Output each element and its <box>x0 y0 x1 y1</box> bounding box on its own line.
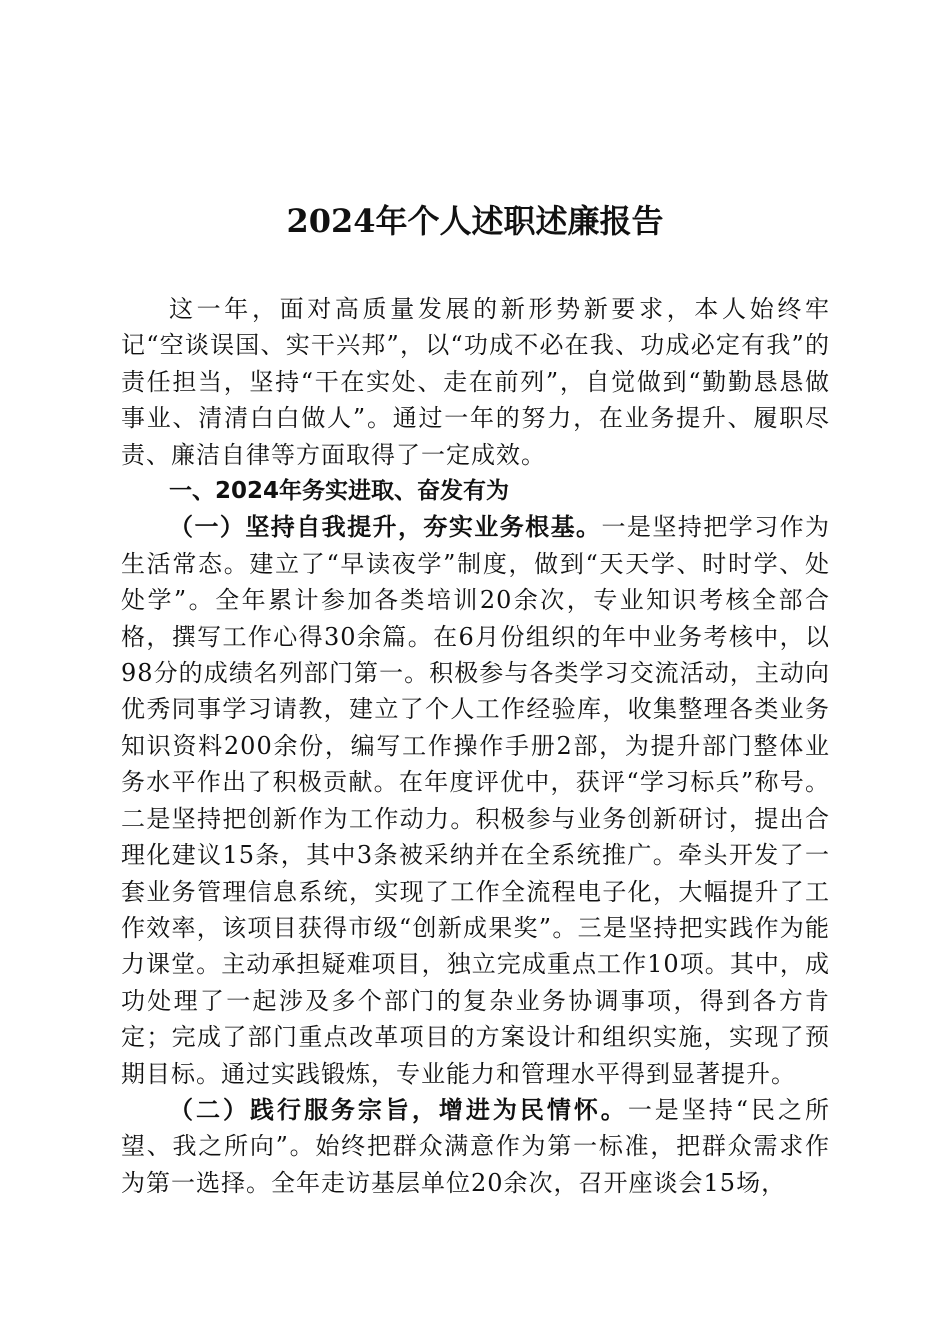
intro-paragraph: 这一年，面对高质量发展的新形势新要求，本人始终牢记“空谈误国、实干兴邦”，以“功成不必在我、功成必定有我”的责任担当，坚持“干在实处、走在前列”，自觉做到“勤勤恳恳做事业、清清白白做人”。通过一年的努力，在业务提升、履职尽责、廉洁自律等方面取得了一定成效。 <box>121 295 830 469</box>
section-1-part-1-paragraph <box>121 509 830 1092</box>
part-2-text: 一是坚持“民之所望、我之所向”。始终把群众满意作为第一标准，把群众需求作为第一选择。全年走访基层单位20余次，召开座谈会15场， <box>121 1095 830 1197</box>
part-1-text: 一是坚持把学习作为生活常态。建立了“早读夜学”制度，做到“天天学、时时学、处处学”。全年累计参加各类培训20余次，专业知识考核全部合格，撰写工作心得30余篇。在6月份组织的年中业务考核中，以98分的成绩名列部门第一。积极参与各类学习交流活动，主动向优秀同事学习请教，建立了个人工作经验库，收集整理各类业务知识资料200余份，编写工作操作手册2部，为提升部门整体业务水平作出了积极贡献。在年度评优中，获评“学习标兵”称号。二是坚持把创新作为工作动力。积极参与业务创新研讨，提出合理化建议15条，其中3条被采纳并在全系统推广。牵头开发了一套业务管理信息系统，实现了工作全流程电子化，大幅提升了工作效率，该项目获得市级“创新成果奖”。三是坚持把实践作为能力课堂。主动承担疑难项目，独立完成重点工作10项。其中，成功处理了一起涉及多个部门的复杂业务协调事项，得到各方肯定；完成了部门重点改革项目的方案设计和组织实施，实现了预期目标。通过实践锻炼，专业能力和管理水平得到显著提升。 <box>121 513 831 1088</box>
part-2-subheading: （二）践行服务宗旨，增进为民情怀。 <box>169 1094 628 1124</box>
section-1-part-2-paragraph <box>121 1092 830 1201</box>
part-1-subheading: （一）坚持自我提升，夯实业务根基。 <box>169 512 602 542</box>
document-body <box>121 291 830 1201</box>
section-heading-1: 一、2024年务实进取、奋发有为 <box>169 478 510 505</box>
document-title: 2024年个人述职述廉报告 <box>286 202 664 240</box>
